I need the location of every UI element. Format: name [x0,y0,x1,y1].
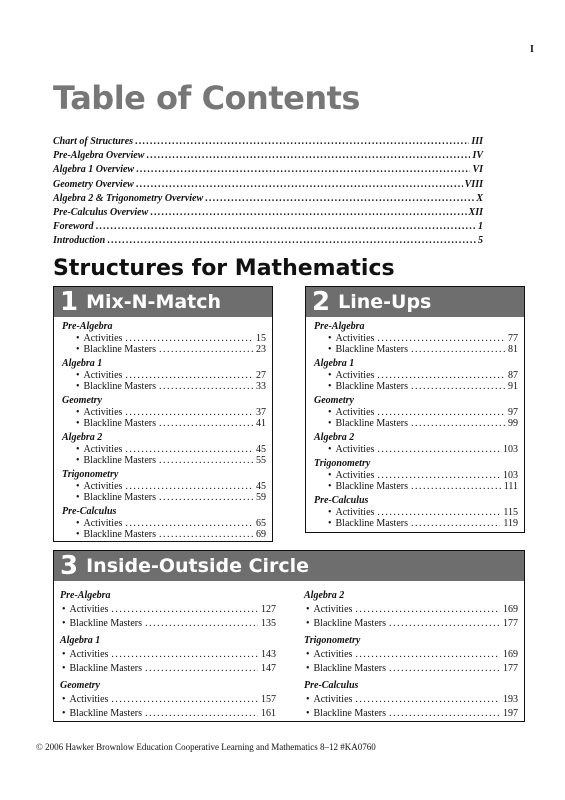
structure-number: 1 [60,287,79,317]
bullet-icon: • [306,694,310,705]
item-page: 169 [503,604,518,615]
bullet-icon: • [328,507,332,518]
item-label: Blackline Masters [313,618,386,629]
topic-heading: Geometry [62,395,102,406]
dot-leader [377,507,500,518]
item-label: Activities [313,694,353,705]
item-page: 77 [508,333,518,344]
dot-leader [135,136,469,147]
dot-leader [411,344,505,355]
bullet-icon: • [328,333,332,344]
dot-leader [136,179,463,190]
topic-heading: Pre-Algebra [62,321,113,332]
item-label: Activities [313,604,353,615]
contents-item [62,455,266,466]
item-page: 65 [256,518,266,529]
topic-heading: Trigonometry [304,635,361,646]
item-label: Activities [335,444,375,455]
contents-item [314,444,518,455]
contents-item [60,693,276,707]
item-page: 177 [503,618,518,629]
bullet-icon: • [76,492,80,503]
dot-leader [111,693,258,707]
bullet-icon: • [76,518,80,529]
bullet-icon: • [306,649,310,660]
topic-group [60,589,276,631]
topic-group [314,432,518,455]
dot-leader [377,407,505,418]
dot-leader [125,333,253,344]
topic-group [314,321,518,355]
dot-leader [355,603,500,617]
item-label: Blackline Masters [313,708,386,719]
topic-heading: Pre-Calculus [62,506,117,517]
item-label: Activities [69,694,109,705]
toc-entry-label: Algebra 2 & Trigonometry Overview [53,192,204,204]
structure-name: Line-Ups [338,291,432,313]
item-page: 143 [261,649,276,660]
dot-leader [411,381,505,392]
topic-heading: Geometry [314,395,354,406]
dot-leader [159,344,253,355]
dot-leader [136,164,470,175]
bullet-icon: • [328,407,332,418]
item-page: 103 [503,470,518,481]
dot-leader [125,481,253,492]
item-page: 135 [261,618,276,629]
item-label: Blackline Masters [69,663,142,674]
item-label: Activities [335,507,375,518]
item-label: Blackline Masters [335,381,408,392]
contents-item [62,333,266,344]
bullet-icon: • [76,344,80,355]
structure-name: Mix-N-Match [86,291,222,313]
contents-item [314,370,518,381]
toc-entry-page: X [476,192,483,204]
structure-body [54,317,272,540]
toc-entry-label: Chart of Structures [53,136,134,147]
dot-leader [159,455,253,466]
bullet-icon: • [328,370,332,381]
topic-heading: Trigonometry [314,458,371,469]
item-label: Activities [69,604,109,615]
structure-body [306,317,524,529]
item-page: 87 [508,370,518,381]
contents-item [60,617,276,631]
toc-entry-page: VIII [464,178,483,190]
item-page: 81 [508,344,518,355]
toc-entry-label: Introduction [53,235,106,247]
dot-leader [389,707,500,721]
structure-name: Inside-Outside Circle [86,555,310,577]
item-label: Blackline Masters [83,492,156,503]
item-label: Activities [335,470,375,481]
dot-leader [150,207,466,218]
topic-group [314,395,518,429]
bullet-icon: • [62,663,66,674]
bullet-icon: • [306,708,310,719]
structure-header [54,287,272,317]
dot-leader [355,648,500,662]
item-page: 111 [503,481,518,492]
dot-leader [389,617,500,631]
item-label: Blackline Masters [335,518,408,529]
contents-item [62,381,266,392]
structure-header [54,551,524,581]
topic-group [62,432,266,466]
bullet-icon: • [328,470,332,481]
item-label: Activities [335,370,375,381]
bullet-icon: • [76,444,80,455]
dot-leader [125,370,253,381]
item-label: Blackline Masters [83,455,156,466]
contents-item [62,370,266,381]
topic-group [62,469,266,503]
dot-leader [145,662,258,676]
item-label: Blackline Masters [83,381,156,392]
topic-group [60,679,276,721]
bullet-icon: • [76,481,80,492]
item-label: Blackline Masters [83,418,156,429]
item-page: 99 [508,418,518,429]
dot-leader [159,418,253,429]
contents-item [314,333,518,344]
structure-number: 2 [312,287,331,317]
toc-entry-page: 5 [478,235,483,247]
toc-entry [53,164,483,178]
item-page: 119 [503,518,518,529]
section-title: Structures for Mathematics [53,256,395,281]
dot-leader [145,707,258,721]
item-page: 27 [256,370,266,381]
bullet-icon: • [328,418,332,429]
bullet-icon: • [62,604,66,615]
item-label: Activities [83,333,123,344]
bullet-icon: • [328,444,332,455]
dot-leader [377,333,505,344]
topic-heading: Algebra 1 [62,358,103,369]
item-page: 169 [503,649,518,660]
toc-entry-label: Foreword [53,221,94,233]
topic-heading: Algebra 1 [314,358,355,369]
toc-entry [53,235,483,249]
item-label: Activities [83,407,123,418]
topic-heading: Pre-Algebra [314,321,365,332]
bullet-icon: • [328,381,332,392]
topic-heading: Algebra 2 [62,432,103,443]
dot-leader [125,407,253,418]
topic-group [60,634,276,676]
contents-item [304,603,518,617]
bullet-icon: • [62,649,66,660]
footer-copyright: © 2006 Hawker Brownlow Education Cooperative Learning and Mathematics 8–12 #KA0760 [36,742,376,752]
structure-column-right [304,589,518,724]
bullet-icon: • [306,618,310,629]
item-label: Blackline Masters [335,418,408,429]
item-page: 127 [261,604,276,615]
bullet-icon: • [76,407,80,418]
item-page: 15 [256,333,266,344]
bullet-icon: • [328,344,332,355]
topic-heading: Pre-Calculus [314,495,369,506]
topic-group [304,589,518,631]
toc-entry-label: Algebra 1 Overview [53,164,135,176]
toc-entry-label: Pre-Algebra Overview [53,150,145,162]
item-page: 147 [261,663,276,674]
dot-leader [145,617,258,631]
contents-item [60,648,276,662]
dot-leader [111,648,258,662]
item-label: Blackline Masters [335,344,408,355]
item-label: Blackline Masters [69,618,142,629]
toc-entry-label: Geometry Overview [53,178,134,190]
topic-group [62,506,266,540]
topic-group [314,458,518,492]
contents-item [62,444,266,455]
structure-box-line-ups [305,286,525,533]
page-number: I [530,44,534,55]
contents-item [60,603,276,617]
item-label: Blackline Masters [313,663,386,674]
contents-item [314,407,518,418]
bullet-icon: • [76,529,80,540]
dot-leader [411,418,505,429]
dot-leader [125,444,253,455]
item-page: 45 [256,481,266,492]
item-label: Activities [83,444,123,455]
item-label: Activities [83,370,123,381]
toc-entry-page: 1 [478,221,483,233]
contents-list [53,136,483,250]
dot-leader [125,518,253,529]
item-label: Activities [335,333,375,344]
topic-group [62,395,266,429]
contents-item [314,481,518,492]
item-page: 23 [256,344,266,355]
bullet-icon: • [76,333,80,344]
dot-leader [411,518,500,529]
contents-item [62,518,266,529]
contents-item [314,507,518,518]
item-page: 157 [261,694,276,705]
contents-item [314,518,518,529]
topic-heading: Algebra 2 [304,590,345,601]
dot-leader [96,221,476,232]
item-label: Activities [313,649,353,660]
bullet-icon: • [62,694,66,705]
toc-entry [53,136,483,150]
item-label: Blackline Masters [83,529,156,540]
bullet-icon: • [76,381,80,392]
toc-entry [53,193,483,207]
item-page: 33 [256,381,266,392]
topic-group [62,321,266,355]
toc-entry-page: VI [472,164,483,176]
toc-entry-label: Pre-Calculus Overview [53,206,149,218]
item-page: 115 [503,507,518,518]
toc-entry-page: III [471,136,483,147]
bullet-icon: • [62,618,66,629]
dot-leader [411,481,501,492]
bullet-icon: • [328,518,332,529]
topic-heading: Pre-Calculus [304,680,359,691]
topic-group [62,358,266,392]
item-page: 197 [503,708,518,719]
item-page: 97 [508,407,518,418]
page-title: Table of Contents [53,79,360,117]
structure-column-left [60,589,276,724]
dot-leader [111,603,258,617]
contents-item [60,662,276,676]
bullet-icon: • [76,370,80,381]
bullet-icon: • [306,604,310,615]
dot-leader [159,381,253,392]
item-label: Activities [335,407,375,418]
dot-leader [377,370,505,381]
item-label: Activities [83,518,123,529]
contents-item [62,407,266,418]
bullet-icon: • [76,418,80,429]
toc-entry-page: XII [468,206,483,218]
item-page: 55 [256,455,266,466]
item-label: Activities [69,649,109,660]
contents-item [314,418,518,429]
item-label: Activities [83,481,123,492]
bullet-icon: • [328,481,332,492]
item-label: Blackline Masters [83,344,156,355]
structure-box-inside-outside-circle [53,550,525,722]
contents-item [304,707,518,721]
dot-leader [205,193,474,204]
contents-item [62,344,266,355]
dot-leader [107,235,476,246]
item-page: 37 [256,407,266,418]
contents-item [62,492,266,503]
item-label: Blackline Masters [335,481,408,492]
item-label: Blackline Masters [69,708,142,719]
topic-group [314,358,518,392]
topic-group [304,634,518,676]
item-page: 193 [503,694,518,705]
item-page: 91 [508,381,518,392]
contents-item [304,617,518,631]
item-page: 103 [503,444,518,455]
toc-entry-page: IV [472,150,483,162]
item-page: 69 [256,529,266,540]
topic-group [304,679,518,721]
dot-leader [159,492,253,503]
structure-header [306,287,524,317]
contents-item [304,662,518,676]
toc-entry [53,207,483,221]
bullet-icon: • [306,663,310,674]
contents-item [62,481,266,492]
dot-leader [159,529,253,540]
contents-item [62,529,266,540]
dot-leader [146,150,470,161]
item-page: 41 [256,418,266,429]
dot-leader [377,470,500,481]
item-page: 161 [261,708,276,719]
contents-item [304,648,518,662]
toc-entry [53,179,483,193]
structure-box-mix-n-match [53,286,273,542]
contents-item [62,418,266,429]
contents-item [314,344,518,355]
contents-item [314,470,518,481]
item-page: 45 [256,444,266,455]
topic-heading: Algebra 1 [60,635,101,646]
topic-heading: Trigonometry [62,469,119,480]
topic-group [314,495,518,529]
topic-heading: Pre-Algebra [60,590,111,601]
contents-item [60,707,276,721]
item-page: 59 [256,492,266,503]
topic-heading: Geometry [60,680,100,691]
dot-leader [389,662,500,676]
structure-number: 3 [60,551,79,581]
contents-item [304,693,518,707]
dot-leader [355,693,500,707]
contents-item [314,381,518,392]
item-page: 177 [503,663,518,674]
topic-heading: Algebra 2 [314,432,355,443]
bullet-icon: • [76,455,80,466]
toc-entry [53,150,483,164]
toc-entry [53,221,483,235]
bullet-icon: • [62,708,66,719]
dot-leader [377,444,500,455]
